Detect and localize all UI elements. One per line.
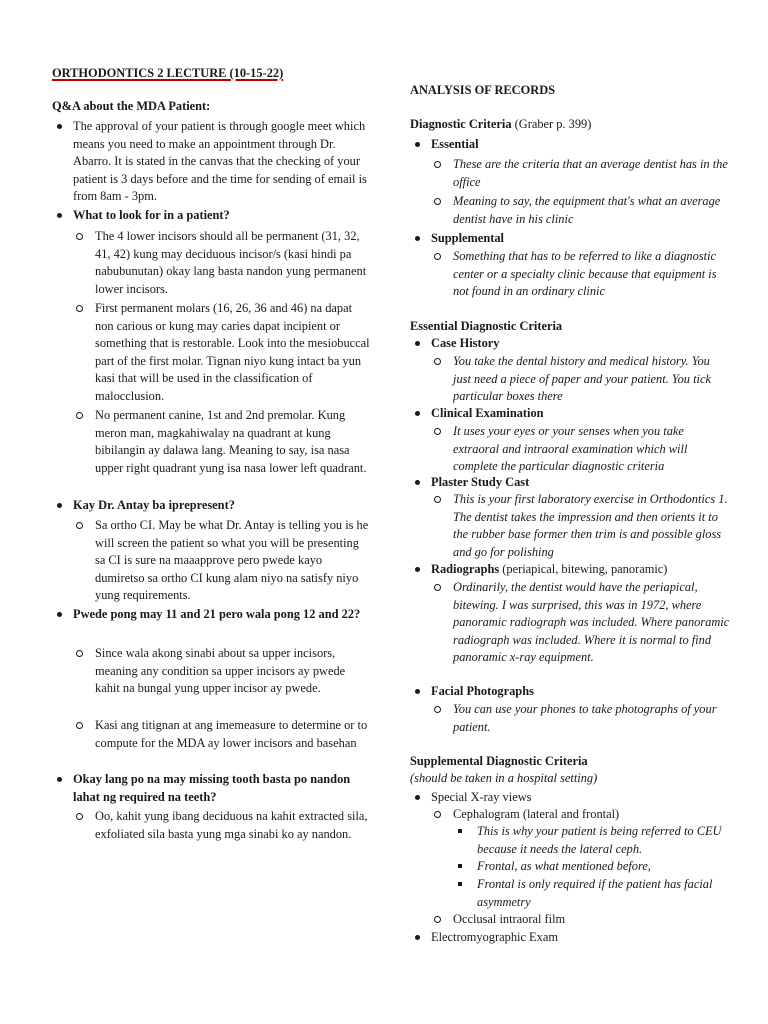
circle-bullet-icon: [431, 248, 443, 266]
bullet-icon: [410, 561, 424, 579]
circle-bullet-icon: [431, 806, 443, 824]
bullet-icon: [410, 230, 424, 248]
bullet-icon: [52, 118, 66, 136]
sub-sub-list-item: This is why your patient is being referred to CEU because it needs the lateral ceph.: [453, 823, 725, 858]
square-bullet-icon: [455, 823, 465, 841]
bullet-icon: [52, 606, 66, 624]
list-item: Clinical Examination: [410, 405, 731, 423]
sub-list-item: Something that has to be referred to like a diagnostic center or a specialty clinic because that equipment is not found in an ordinary clinic: [431, 248, 730, 301]
qa-heading: Q&A about the MDA Patient:: [52, 99, 211, 113]
list-item: Essential: [410, 136, 731, 154]
sub-sub-list-item: Frontal, as what mentioned before,: [453, 858, 725, 876]
list-item: Kay Dr. Antay ba iprepresent?: [52, 497, 370, 515]
bullet-icon: [410, 335, 424, 353]
sub-list-item: Cephalogram (lateral and frontal): [431, 806, 730, 824]
circle-bullet-icon: [73, 717, 85, 735]
analysis-heading: ANALYSIS OF RECORDS: [410, 83, 556, 97]
sub-list-item: Sa ortho CI. May be what Dr. Antay is telling you is he will screen the patient so what you will be presenting sa CI is sure na maaapprove pero pwede kayo dumiretso sa ortho CI kung alam niyo na satisfy niyo yung requirements.: [73, 517, 370, 605]
sub-list-item: Meaning to say, the equipment that's what an average dentist have in his clinic: [431, 193, 730, 228]
essential-diagnostic-heading: Essential Diagnostic Criteria: [410, 319, 563, 333]
list-item: Plaster Study Cast: [410, 474, 731, 492]
sub-list-item: These are the criteria that an average dentist has in the office: [431, 156, 730, 191]
sub-list-item: Kasi ang titignan at ang imemeasure to determine or to compute for the MDA ay lower incisors and basehan: [73, 717, 370, 752]
list-item: What to look for in a patient?: [52, 207, 370, 225]
list-item: Pwede pong may 11 and 21 pero wala pong 12 and 22?: [52, 606, 370, 624]
circle-bullet-icon: [431, 491, 443, 509]
bullet-icon: [410, 136, 424, 154]
bullet-icon: [410, 929, 424, 947]
sub-list-item: It uses your eyes or your senses when you take extraoral and intraoral examination which will complete the particular diagnostic criteria: [431, 423, 730, 476]
bullet-icon: [52, 771, 66, 789]
bullet-icon: [410, 405, 424, 423]
circle-bullet-icon: [73, 300, 85, 318]
circle-bullet-icon: [431, 156, 443, 174]
list-item: Electromyographic Exam: [410, 929, 731, 947]
supplemental-note: (should be taken in a hospital setting): [410, 771, 598, 785]
sub-list-item: Occlusal intraoral film: [431, 911, 730, 929]
circle-bullet-icon: [431, 701, 443, 719]
diagnostic-criteria-heading: Diagnostic Criteria (Graber p. 399): [410, 117, 592, 131]
circle-bullet-icon: [73, 645, 85, 663]
sub-list-item: Since wala akong sinabi about sa upper incisors, meaning any condition sa upper incisors ay pwede kahit na bungal yung upper incisor ay pwede.: [73, 645, 370, 698]
circle-bullet-icon: [431, 911, 443, 929]
bullet-icon: [52, 497, 66, 515]
circle-bullet-icon: [73, 228, 85, 246]
circle-bullet-icon: [431, 423, 443, 441]
bullet-icon: [410, 683, 424, 701]
list-item: Special X-ray views: [410, 789, 731, 807]
circle-bullet-icon: [73, 407, 85, 425]
sub-list-item: Ordinarily, the dentist would have the periapical, bitewing. I was surprised, this was in 1972, where panoramic radiograph was included. Where panoramic radiograph was included. Where it is normal to find panoramic x-ray equipment.: [431, 579, 730, 667]
sub-list-item: This is your first laboratory exercise in Orthodontics 1. The dentist takes the impression and then orients it to the rubber base former then trim is and possible gloss and go for polishing: [431, 491, 730, 561]
list-item: The approval of your patient is through google meet which means you need to make an appointment through Dr. Abarro. It is stated in the canvas that the checking of your patient is 3 days before and the time for sending of email is from 8am - 3pm.: [52, 118, 370, 206]
circle-bullet-icon: [431, 193, 443, 211]
sub-list-item: You take the dental history and medical history. You just need a piece of paper and your patient. You tick particular boxes there: [431, 353, 730, 406]
list-item: Facial Photographs: [410, 683, 731, 701]
circle-bullet-icon: [73, 517, 85, 535]
circle-bullet-icon: [431, 353, 443, 371]
document-title: ORTHODONTICS 2 LECTURE (10-15-22): [52, 66, 284, 80]
bullet-icon: [410, 789, 424, 807]
sub-list-item: You can use your phones to take photographs of your patient.: [431, 701, 730, 736]
sub-list-item: No permanent canine, 1st and 2nd premolar. Kung meron man, magkahiwalay na quadrant at kung bibilangin ay dalawa lang. Meaning to say, isa nasa upper right quadrant yung isa nasa lower left quadrant.: [73, 407, 370, 477]
list-item: Case History: [410, 335, 731, 353]
circle-bullet-icon: [431, 579, 443, 597]
sub-sub-list-item: Frontal is only required if the patient has facial asymmetry: [453, 876, 725, 911]
square-bullet-icon: [455, 858, 465, 876]
sub-list-item: The 4 lower incisors should all be permanent (31, 32, 41, 42) kung may deciduous incisor/s (kasi hindi pa nabubunutan) okay lang basta nandon yung permanent lower incisors.: [73, 228, 370, 298]
sub-list-item: Oo, kahit yung ibang deciduous na kahit extracted sila, exfoliated sila basta yung mga sinabi ko ay nandon.: [73, 808, 370, 843]
circle-bullet-icon: [73, 808, 85, 826]
bullet-icon: [410, 474, 424, 492]
square-bullet-icon: [455, 876, 465, 894]
list-item: Radiographs (periapical, bitewing, panoramic): [410, 561, 731, 579]
list-item: Supplemental: [410, 230, 731, 248]
bullet-icon: [52, 207, 66, 225]
sub-list-item: First permanent molars (16, 26, 36 and 46) na dapat non carious or kung may caries dapat incipient or something that is restorable. Look into the mesiobuccal part of the first molar. Tignan niyo kung intact ba yun kasi that will be used in the classification of malocclusion.: [73, 300, 370, 405]
supplemental-diagnostic-heading: Supplemental Diagnostic Criteria: [410, 754, 588, 768]
list-item: Okay lang po na may missing tooth basta po nandon lahat ng required na teeth?: [52, 771, 370, 806]
